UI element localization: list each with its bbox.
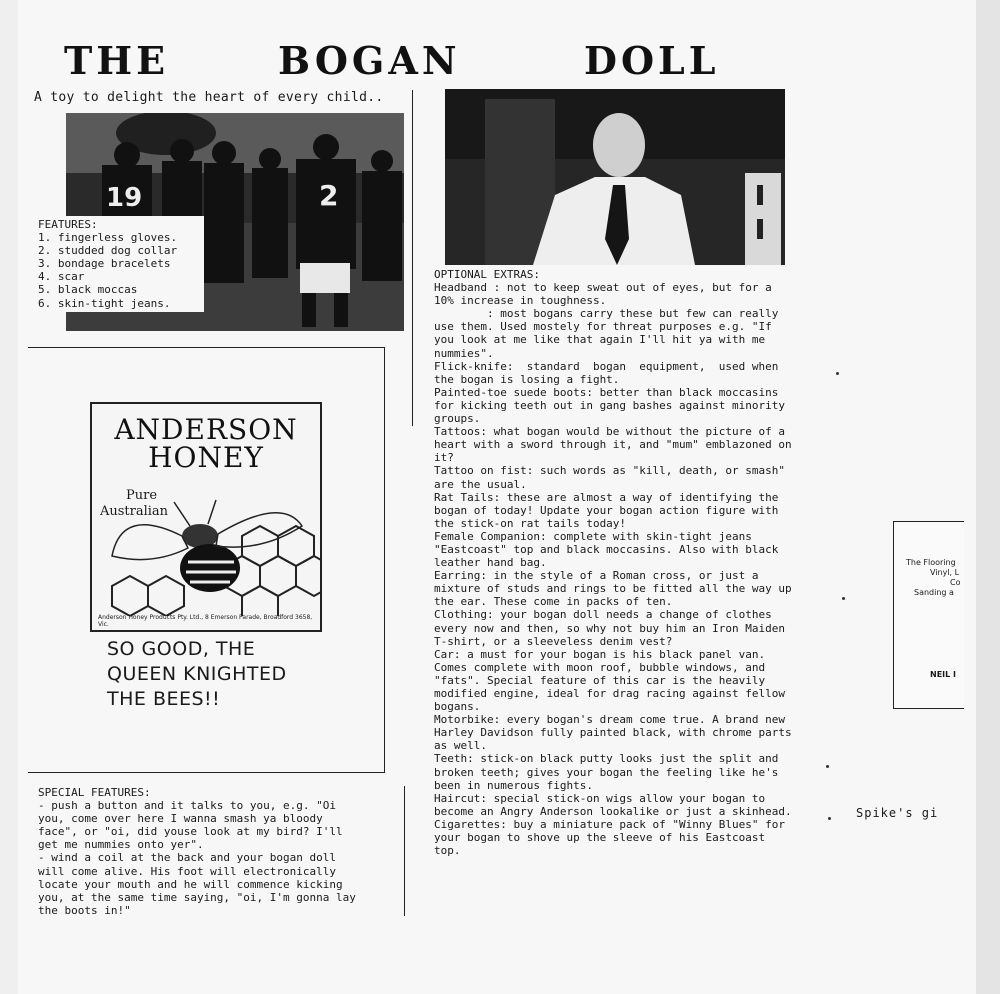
- column-rule-upper: [412, 90, 413, 426]
- clipping-line-3: Co: [950, 578, 961, 587]
- ad-sub-line2: Australian: [100, 504, 169, 519]
- speck: [836, 372, 839, 375]
- title-word-bogan: BOGAN: [278, 38, 461, 83]
- special-features-text: SPECIAL FEATURES: - push a button and it talks to you, e.g. "Oi you, come over here I wanna smash ya bloody face", or "oi, did youse look at my bird? I'll get me nummies onto yer". - wind a coil at the back and your bogan doll will come alive. His foot will electronically locate your mouth and he will commence kicking you, at the same time saying, "oi, I'm gonna lay the boots in!": [38, 786, 356, 917]
- ad-slogan: [107, 637, 287, 712]
- ad-sub-line1: Pure: [126, 488, 158, 503]
- speck: [826, 765, 829, 768]
- clipping-line-5: NEIL I: [930, 670, 956, 679]
- column-rule-lower: [404, 786, 405, 916]
- speck: [842, 597, 845, 600]
- bee-illustration-icon: [92, 496, 320, 616]
- ad-brand-line2: HONEY: [148, 441, 264, 474]
- title-word-the: THE: [64, 38, 170, 83]
- slogan-line-3: THE BEES!!: [107, 688, 221, 710]
- title-word-doll: DOLL: [584, 38, 720, 83]
- page-edge: [976, 0, 1000, 994]
- clipping-line-2: Vinyl, L: [930, 568, 960, 577]
- adjacent-page-clipping: [893, 521, 964, 709]
- features-list: FEATURES: 1. fingerless gloves. 2. studded dog collar 3. bondage bracelets 4. scar 5. black moccas 6. skin-tight jeans.: [34, 216, 204, 312]
- ad-brand-line1: ANDERSON: [114, 413, 298, 446]
- optional-extras-text: OPTIONAL EXTRAS: Headband : not to keep sweat out of eyes, but for a 10% increase in toughness. : most bogans carry these but few can really use them. Used mostely for threat purposes e.g. "If you look at me like that again I'll hit ya with me nummies". Flick-knife: standard bogan equipment, used when the bogan is losing a fight. Painted-toe suede boots: better than black moccasins for kicking teeth out in gang bashes against minority groups. Tattoos: what bogan would be without the picture of a heart with a sword through it, and "mum" emblazoned on it? Tattoo on fist: such words as "kill, death, or smash" are the usual. Rat Tails: these are almost a way of identifying the bogan of today! Update your bogan action figure with the stick-on rat tails today! Female Companion: complete with skin-tight jeans "Eastcoast" top and black moccasins. Also with black leather hand bag. Earring: in the style of a Roman cross, or just a mixture of studs and rings to be fitted all the way up the ear. These come in packs of ten. Clothing: your bogan doll needs a change of clothes every now and then, so why not buy him an Iron Maiden T-shirt, or a sleeveless denim vest? Car: a must for your bogan is his black panel van. Comes complete with moon roof, bubble windows, and "fats". Special feature of this car is the heavily modified engine, ideal for drag racing against fellow bogans. Motorbike: every bogan's dream come true. A brand new Harley Davidson fully painted black, with chrome parts as well. Teeth: stick-on black putty looks just the split and broken teeth; gives your bogan the feeling like he's been in numerous fights. Haircut: special stick-on wigs allow your bogan to become an Angry Anderson lookalike or just a skinhead. Cigarettes: buy a miniature pack of "Winny Blues" for your bogan to shove up the sleeve of his Eastcoast top.: [434, 268, 792, 858]
- slogan-line-2: QUEEN KNIGHTED: [107, 663, 287, 685]
- handwritten-note: Spike's gi: [856, 806, 939, 820]
- anderson-honey-ad: [90, 402, 322, 632]
- jersey-number-19: 19: [106, 183, 143, 213]
- ad-company-footer: Anderson Honey Products Pty. Ltd., 8 Emerson Parade, Broadford 3658, Vic.: [98, 614, 313, 628]
- jersey-number-2: 2: [319, 179, 339, 212]
- clipping-line-1: The Flooring: [906, 558, 956, 567]
- man-in-tie-photo: [445, 89, 785, 265]
- speck: [828, 817, 831, 820]
- clipping-line-4: Sanding a: [914, 588, 954, 597]
- tagline: A toy to delight the heart of every child..: [34, 90, 384, 105]
- slogan-line-1: SO GOOD, THE: [107, 638, 256, 660]
